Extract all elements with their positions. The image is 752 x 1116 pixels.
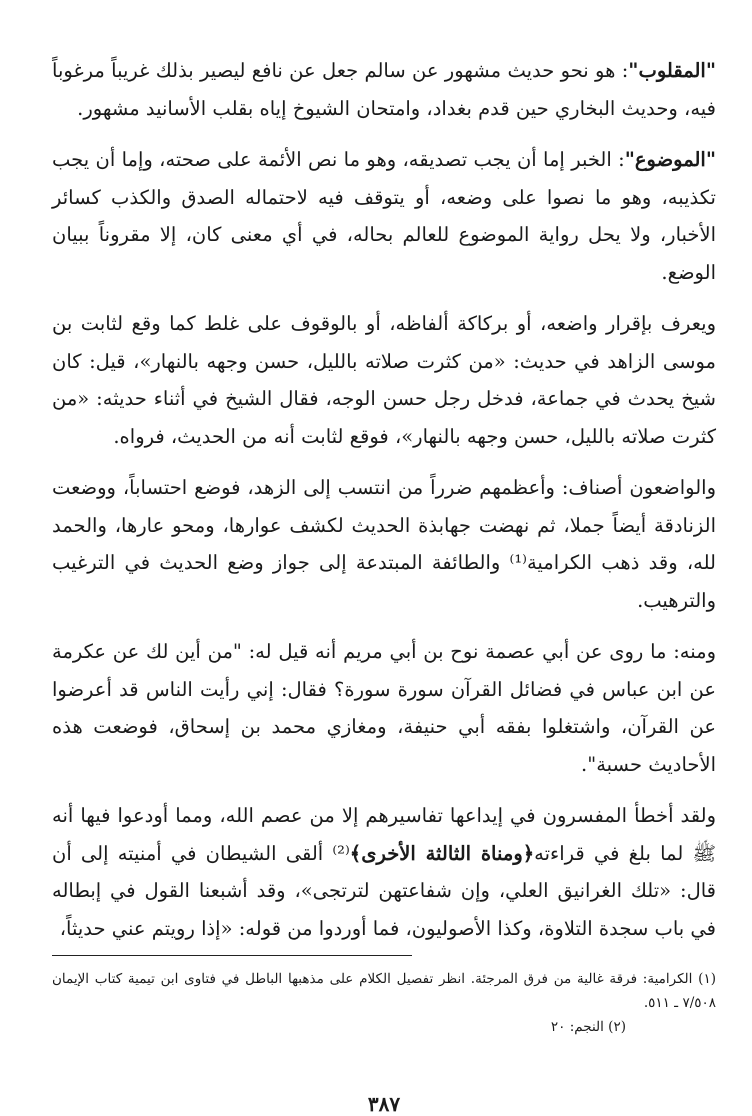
paragraph-identification	[52, 305, 716, 455]
footnotes	[52, 967, 716, 1039]
term-heading: "الموضوع"	[624, 148, 716, 171]
paragraph-text: ⁽²⁾ ألقى الشيطان في أمنيته إلى أن قال: «تلك الغرانيق العلي، وإن شفاعتهن لترتجى»، وقد أشبعنا القول في إبطاله في باب سجدة التلاوة، وكذا الأصوليون، فما أوردوا من قوله: «إذا رويتم عني حديثاً،	[52, 841, 716, 940]
paragraph-text: والواضعون أصناف: وأعظمهم ضرراً من انتسب إلى الزهد، فوضع احتساباً، ووضعت الزنادقة أيضاً جملا، ثم نهضت جهابذة الحديث لكشف عوارها، ومحو عارها، والحمد لله، وقد ذهب الكرامية⁽¹⁾ والطائفة المبتدعة إلى جواز وضع الحديث في الترغيب والترهيب.	[52, 476, 716, 612]
paragraph-mawdu	[52, 141, 716, 291]
paragraph-fabricators	[52, 469, 716, 619]
footnote-divider	[52, 955, 412, 956]
paragraph-text: ومنه: ما روى عن أبي عصمة نوح بن أبي مريم أنه قيل له: "من أين لك عن عكرمة عن ابن عباس في فضائل القرآن سورة سورة؟ فقال: إني رأيت الناس قد أعرضوا عن القرآن، واشتغلوا بفقه أبي حنيفة، ومغازي محمد بن إسحاق، فوضعت هذه الأحاديث حسبة".	[52, 640, 716, 776]
paragraph-text: ويعرف بإقرار واضعه، أو بركاكة ألفاظه، أو بالوقوف على غلط كما وقع لثابت بن موسى الزاهد في حديث: «من كثرت صلاته بالليل، حسن وجهه بالنهار»، قيل: كان شيخ يحدث في جماعة، فدخل رجل حسن الوجه، فقال الشيخ في أثناء حديثه: «من كثرت صلاته بالليل، حسن وجهه بالنهار»، فوقع لثابت أنه من الحديث، فرواه.	[52, 312, 716, 448]
paragraph-text: : الخبر إما أن يجب تصديقه، وهو ما نص الأئمة على صحته، وإما أن يجب تكذيبه، وهو ما نصوا على وضعه، أو يتوقف فيه لاحتماله الصدق والكذب كسائر الأخبار، ولا يحل رواية الموضوع للعالم بحاله، في أي معنى كان، إلا مقروناً ببيان الوضع.	[52, 148, 716, 284]
paragraph-text: : هو نحو حديث مشهور عن سالم جعل عن نافع ليصير بذلك غريباً مرغوباً فيه، وحديث البخاري حين قدم بغداد، وامتحان الشيوخ إياه بقلب الأسانيد مشهور.	[52, 59, 716, 120]
footnote-2: (٢) النجم: ٢٠	[550, 1019, 626, 1035]
footnote-1: (١) الكرامية: فرقة غالية من فرق المرجئة. انظر تفصيل الكلام على مذهبها الباطل في فتاوى ابن تيمية كتاب الإيمان ٧/٥٠٨ ـ ٥١١.	[52, 971, 716, 1011]
term-heading: "المقلوب"	[628, 59, 716, 82]
book-page	[52, 52, 716, 1116]
page-number: ٣٨٧	[367, 1092, 401, 1116]
paragraph-mufassirun	[52, 797, 716, 947]
paragraph-abu-isma	[52, 633, 716, 783]
quran-verse: ﴿ومناة الثالثة الأخرى﴾	[349, 841, 535, 865]
paragraph-text: ولقد أخطأ المفسرون في إيداعها تفاسيرهم إلا من عصم الله، ومما أودعوا فيها أنه ﷺ لما بلغ في قراءته	[52, 804, 716, 865]
paragraph-maqlub	[52, 52, 716, 127]
